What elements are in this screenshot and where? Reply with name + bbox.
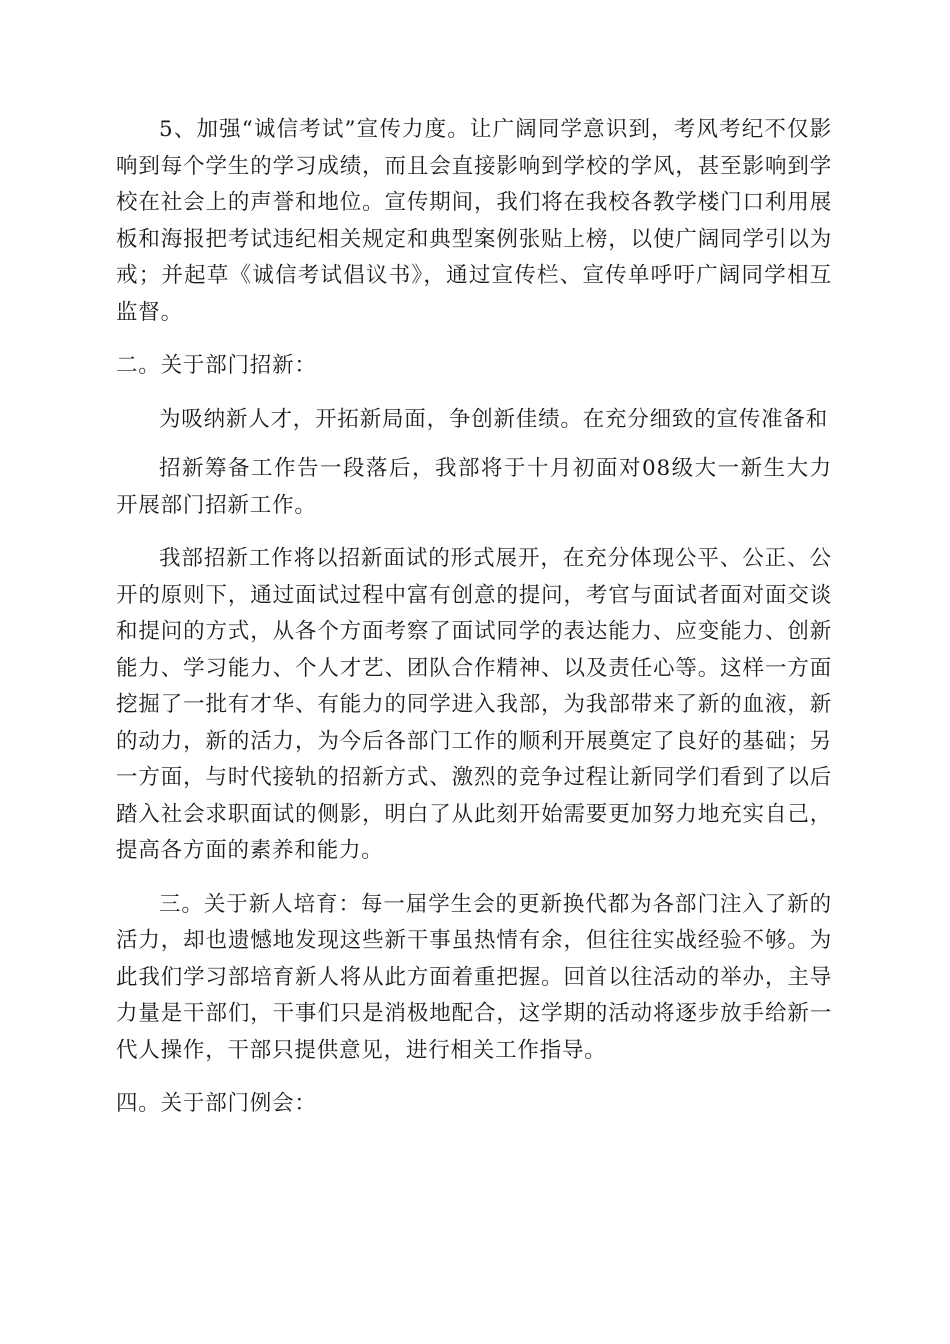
paragraph-newcomer-training: 三。关于新人培育：每一届学生会的更新换代都为各部门注入了新的活力，却也遗憾地发现这些新干事虽热情有余，但往往实战经验不够。为此我们学习部培育新人将从此方面着重把握。回首以往活动的举办，主导力量是干部们，干事们只是消极地配合，这学期的活动将逐步放手给新一代人操作，干部只提供意见，进行相关工作指导。 [116,891,832,1063]
heading-department-meetings: 四。关于部门例会： [116,1091,317,1116]
paragraph-recruitment-interview: 我部招新工作将以招新面试的形式展开，在充分体现公平、公正、公开的原则下，通过面试过程中富有创意的提问，考官与面试者面对面交谈和提问的方式，从各个方面考察了面试同学的表达能力、应变能力、创新能力、学习能力、个人才艺、团队合作精神、以及责任心等。这样一方面挖掘了一批有才华、有能力的同学进入我部，为我部带来了新的血液，新的动力，新的活力，为今后各部门工作的顺利开展奠定了良好的基础；另一方面，与时代接轨的招新方式、激烈的竞争过程让新同学们看到了以后踏入社会求职面试的侧影，明白了从此刻开始需要更加努力地充实自己，提高各方面的素养和能力。 [116,546,832,863]
document-body [116,112,832,1123]
paragraph-recruitment-timing: 招新筹备工作告一段落后，我部将于十月初面对08级大一新生大力开展部门招新工作。 [116,456,832,518]
paragraph-integrity-exam-publicity: 5、加强“诚信考试”宣传力度。让广阔同学意识到，考风考纪不仅影响到每个学生的学习成绩，而且会直接影响到学校的学风，甚至影响到学校在社会上的声誉和地位。宣传期间，我们将在我校各教学楼门口利用展板和海报把考试违纪相关规定和典型案例张贴上榜，以使广阔同学引以为戒；并起草《诚信考试倡议书》，通过宣传栏、宣传单呼吁广阔同学相互监督。 [116,117,832,325]
paragraph-recruitment-intro: 为吸纳新人才，开拓新局面，争创新佳绩。在充分细致的宣传准备和 [159,406,829,432]
heading-department-recruitment: 二。关于部门招新： [116,353,317,378]
